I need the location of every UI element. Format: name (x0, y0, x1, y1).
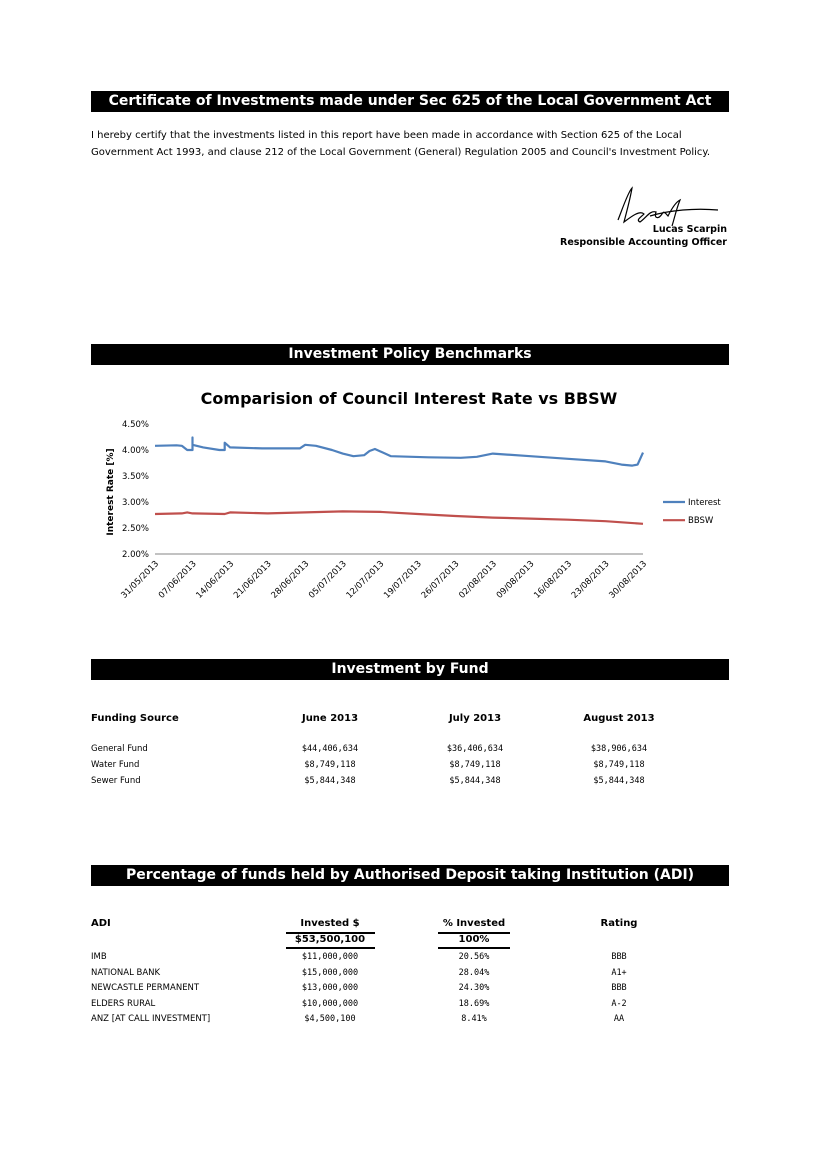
chart-x-tick-label: 28/06/2013 (269, 559, 312, 601)
adi-table-cell: AA (613, 1014, 625, 1024)
chart-x-tick-label: 26/07/2013 (419, 559, 462, 601)
chart-y-tick-label: 3.50% (121, 472, 149, 482)
adi-total-invested: $53,500,100 (294, 934, 366, 945)
chart-title: Comparision of Council Interest Rate vs BBSW (200, 389, 618, 408)
certificate-text: I hereby certify that the investments listed in this report have been made in accordance with Section 625 of the Local Government Act 1993, and clause 212 of the Local Government (General) Regulation 2005 and Council's Investment Policy. (91, 130, 711, 158)
adi-table-cell: A1+ (611, 967, 627, 978)
adi-table-cell: 8.41% (461, 1014, 487, 1024)
chart-x-tick-label: 12/07/2013 (344, 559, 387, 601)
adi-table-underline (438, 947, 510, 949)
fund-table-header: June 2013 (301, 713, 359, 724)
chart-y-tick-label: 2.00% (121, 550, 149, 560)
fund-table-cell: $36,406,634 (446, 744, 504, 754)
adi-table-header: Rating (600, 918, 638, 929)
fund-table-cell: $38,906,634 (590, 744, 648, 754)
fund-table-cell: $8,749,118 (304, 760, 356, 770)
chart-x-tick-label: 21/06/2013 (232, 559, 274, 601)
adi-table-cell: $4,500,100 (304, 1014, 356, 1024)
fund-table-cell: $8,749,118 (449, 760, 501, 770)
adi-table-cell: $15,000,000 (301, 967, 359, 978)
chart-x-tick-label: 31/05/2013 (119, 559, 162, 601)
fund-table-cell: $5,844,348 (449, 776, 501, 786)
fund-table-header: Funding Source (91, 713, 179, 724)
adi-table-cell: $11,000,000 (301, 952, 359, 962)
adi-table-row-label: NEWCASTLE PERMANENT (91, 983, 200, 993)
fund-section-title: Investment by Fund (91, 659, 729, 680)
adi-section-title: Percentage of funds held by Authorised Deposit taking Institution (ADI) (91, 865, 729, 886)
adi-table-cell: A-2 (611, 998, 627, 1009)
chart-y-tick-label: 4.00% (121, 446, 149, 456)
fund-table-cell: $5,844,348 (593, 776, 645, 786)
adi-table-cell: $13,000,000 (301, 983, 359, 993)
benchmarks-section-title: Investment Policy Benchmarks (91, 344, 729, 365)
chart-x-tick-label: 07/06/2013 (156, 559, 199, 601)
adi-table-header: % Invested (442, 918, 506, 929)
adi-table-header: ADI (91, 918, 111, 929)
adi-total-percent: 100% (458, 934, 490, 945)
signer-title: Responsible Accounting Officer (560, 237, 727, 248)
chart-x-tick-label: 02/08/2013 (457, 559, 499, 601)
chart-y-axis-label: Interest Rate [%] (106, 448, 116, 536)
interest-rate-chart (91, 380, 731, 640)
chart-x-tick-label: 14/06/2013 (194, 559, 237, 601)
adi-table-cell: 28.04% (458, 967, 490, 978)
fund-table-row-label: General Fund (91, 744, 148, 754)
chart-y-tick-label: 4.50% (121, 420, 149, 430)
adi-table-underline (286, 947, 375, 949)
chart-x-tick-label: 09/08/2013 (494, 559, 537, 601)
certificate-section-title: Certificate of Investments made under Sec 625 of the Local Government Act 1993. (91, 91, 729, 112)
chart-y-tick-label: 3.00% (121, 498, 149, 508)
chart-x-tick-label: 19/07/2013 (382, 559, 424, 601)
chart-x-tick-label: 30/08/2013 (607, 559, 650, 601)
chart-series-line-interest (155, 438, 643, 466)
chart-series-line-bbsw (155, 511, 643, 523)
adi-table-cell: 20.56% (458, 952, 490, 962)
adi-table-cell: BBB (611, 952, 627, 962)
chart-legend-label: Interest (688, 498, 721, 508)
fund-table-row-label: Sewer Fund (91, 776, 141, 786)
adi-table-row-label: NATIONAL BANK (91, 967, 161, 978)
adi-table-cell: 24.30% (458, 983, 490, 993)
signer-name: Lucas Scarpin (652, 224, 727, 235)
adi-table-header: Invested $ (300, 918, 360, 929)
chart-x-tick-label: 16/08/2013 (532, 559, 575, 601)
fund-table-cell: $5,844,348 (304, 776, 356, 786)
chart-x-tick-label: 05/07/2013 (307, 559, 349, 601)
adi-table-cell: $10,000,000 (301, 998, 359, 1009)
fund-table-row-label: Water Fund (91, 760, 140, 770)
adi-table-row-label: ANZ [AT CALL INVESTMENT] (91, 1014, 211, 1024)
adi-table-row-label: IMB (91, 952, 107, 962)
chart-legend-label: BBSW (688, 516, 714, 527)
fund-table-cell: $44,406,634 (301, 744, 359, 754)
chart-x-tick-label: 23/08/2013 (569, 559, 612, 601)
adi-table-cell: BBB (611, 983, 627, 993)
fund-table-cell: $8,749,118 (593, 760, 645, 770)
signature-image (610, 180, 720, 230)
fund-table-header: July 2013 (448, 713, 502, 724)
chart-y-tick-label: 2.50% (121, 524, 149, 534)
adi-table-cell: 18.69% (458, 998, 490, 1009)
adi-table-row-label: ELDERS RURAL (91, 998, 156, 1009)
fund-table-header: August 2013 (583, 713, 655, 724)
